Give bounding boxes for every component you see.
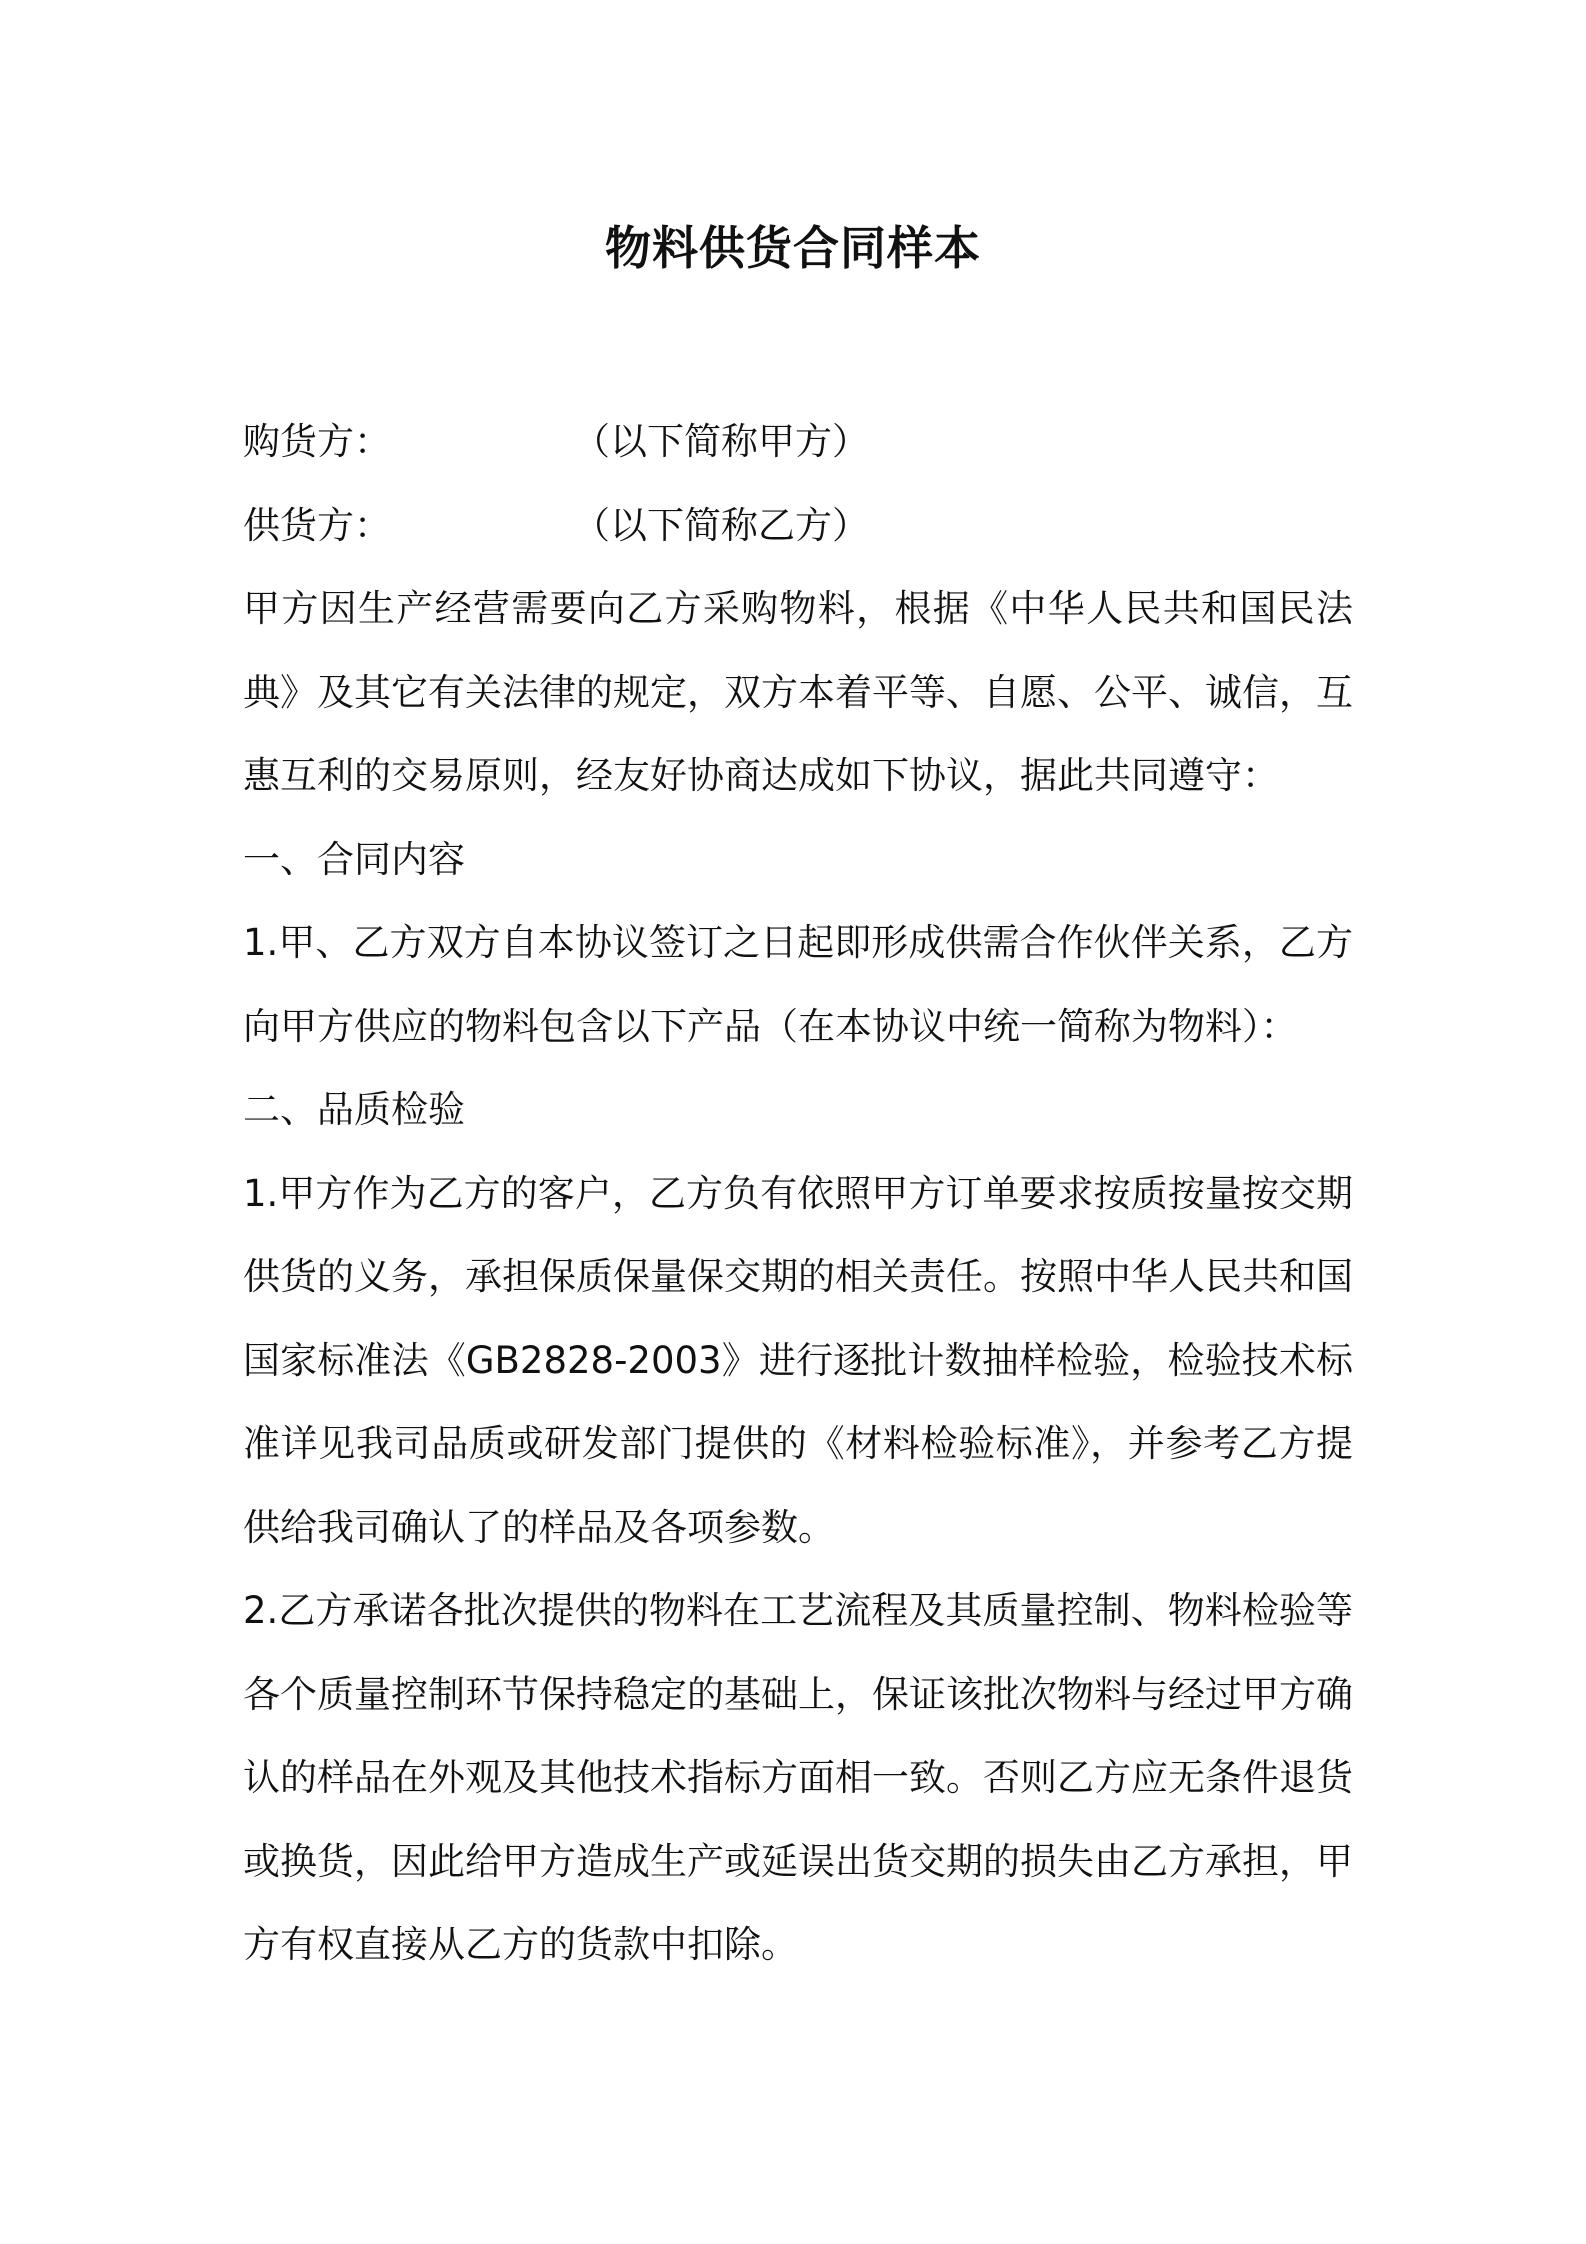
intro-paragraph: 甲方因生产经营需要向乙方采购物料，根据《中华人民共和国民法典》及其它有关法律的规定，双方本着平等、自愿、公平、诚信，互惠互利的交易原则，经友好协商达成如下协议，据此共同遵守： (243, 587, 1353, 797)
buyer-row (243, 400, 1353, 484)
seller-row (243, 484, 1353, 568)
section1-clause1: 1.甲、乙方双方自本协议签订之日起即形成供需合作伙伴关系，乙方向甲方供应的物料包含以下产品（在本协议中统一简称为物料）： (243, 921, 1353, 1048)
section2-clause1: 1.甲方作为乙方的客户，乙方负有依照甲方订单要求按质按量按交期供货的义务，承担保质保量保交期的相关责任。按照中华人民共和国国家标准法《GB2828-2003》进行逐批计数抽样检验，检验技术标准详见我司品质或研发部门提供的《材料检验标准》，并参考乙方提供给我司确认了的样品及各项参数。 (243, 1171, 1353, 1549)
section2-heading: 二、品质检验 (243, 1088, 465, 1131)
section1-heading: 一、合同内容 (243, 837, 465, 881)
seller-label: 供货方： (243, 503, 391, 547)
buyer-label: 购货方： (243, 420, 391, 463)
contract-body (243, 400, 1353, 1987)
seller-note: （以下简称乙方） (573, 503, 869, 547)
buyer-note: （以下简称甲方） (573, 420, 869, 463)
document-title: 物料供货合同样本 (605, 221, 981, 275)
section2-clause2: 2.乙方承诺各批次提供的物料在工艺流程及其质量控制、物料检验等各个质量控制环节保持稳定的基础上，保证该批次物料与经过甲方确认的样品在外观及其他技术指标方面相一致。否则乙方应无条件退货或换货，因此给甲方造成生产或延误出货交期的损失由乙方承担，甲方有权直接从乙方的货款中扣除。 (243, 1589, 1353, 1966)
